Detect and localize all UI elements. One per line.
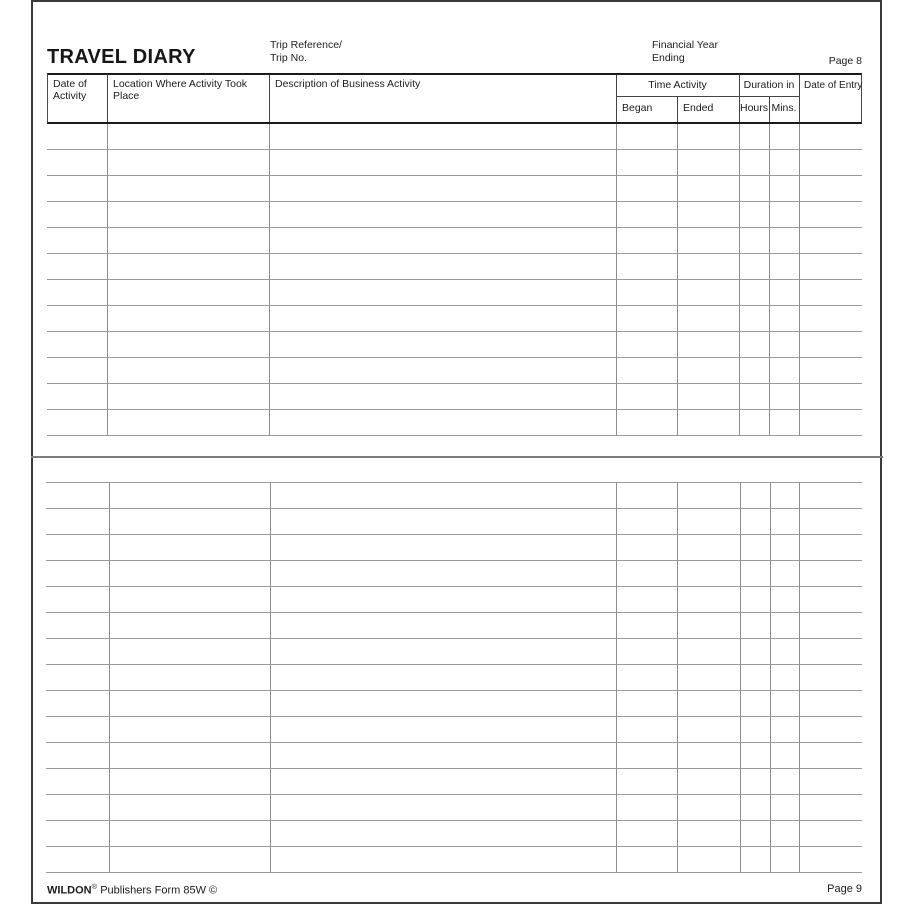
column-line — [107, 124, 108, 436]
page-number-top: Page 8 — [828, 55, 862, 67]
column-line — [616, 482, 617, 872]
column-line — [799, 482, 800, 872]
column-divider — [269, 75, 270, 122]
col-header-date-of-entry: Date of Entry — [804, 80, 863, 91]
column-line — [739, 124, 740, 436]
publisher-footer — [47, 882, 217, 897]
col-header-location: Location Where Activity Took Place — [113, 78, 248, 102]
subheader-divider — [616, 96, 799, 97]
col-header-duration-in: Duration in — [743, 79, 795, 91]
column-line — [109, 482, 110, 872]
column-line — [270, 482, 271, 872]
column-line — [616, 124, 617, 436]
financial-year-line1: Financial Year — [652, 39, 718, 51]
page-title: TRAVEL DIARY — [47, 46, 196, 68]
trip-reference-label — [270, 39, 342, 65]
col-header-time-activity: Time Activity — [648, 79, 707, 91]
page-split-line — [31, 456, 883, 458]
trip-reference-line1: Trip Reference/ — [270, 39, 342, 51]
trip-reference-line2: Trip No. — [270, 52, 307, 64]
column-divider — [107, 75, 108, 122]
col-header-ended: Ended — [683, 102, 714, 114]
publisher-brand: WILDON — [47, 884, 92, 897]
column-line — [770, 482, 771, 872]
column-line — [269, 124, 270, 436]
col-header-description: Description of Business Activity — [275, 78, 421, 90]
column-line — [677, 124, 678, 436]
col-header-hours: Hours — [739, 102, 768, 114]
column-line — [740, 482, 741, 872]
col-header-mins: Mins. — [771, 102, 797, 114]
column-line — [769, 124, 770, 436]
began-ended-divider — [677, 96, 678, 122]
publisher-form-text: Publishers Form 85W © — [100, 884, 218, 897]
column-divider — [799, 75, 800, 122]
col-header-began: Began — [622, 102, 653, 114]
column-line — [799, 124, 800, 436]
column-line — [677, 482, 678, 872]
col-header-date-of-activity: Date of Activity — [53, 78, 87, 102]
financial-year-line2: Ending — [652, 52, 685, 64]
registered-mark: ® — [91, 882, 98, 891]
page-number-bottom: Page 9 — [827, 883, 862, 895]
financial-year-label — [652, 39, 718, 65]
